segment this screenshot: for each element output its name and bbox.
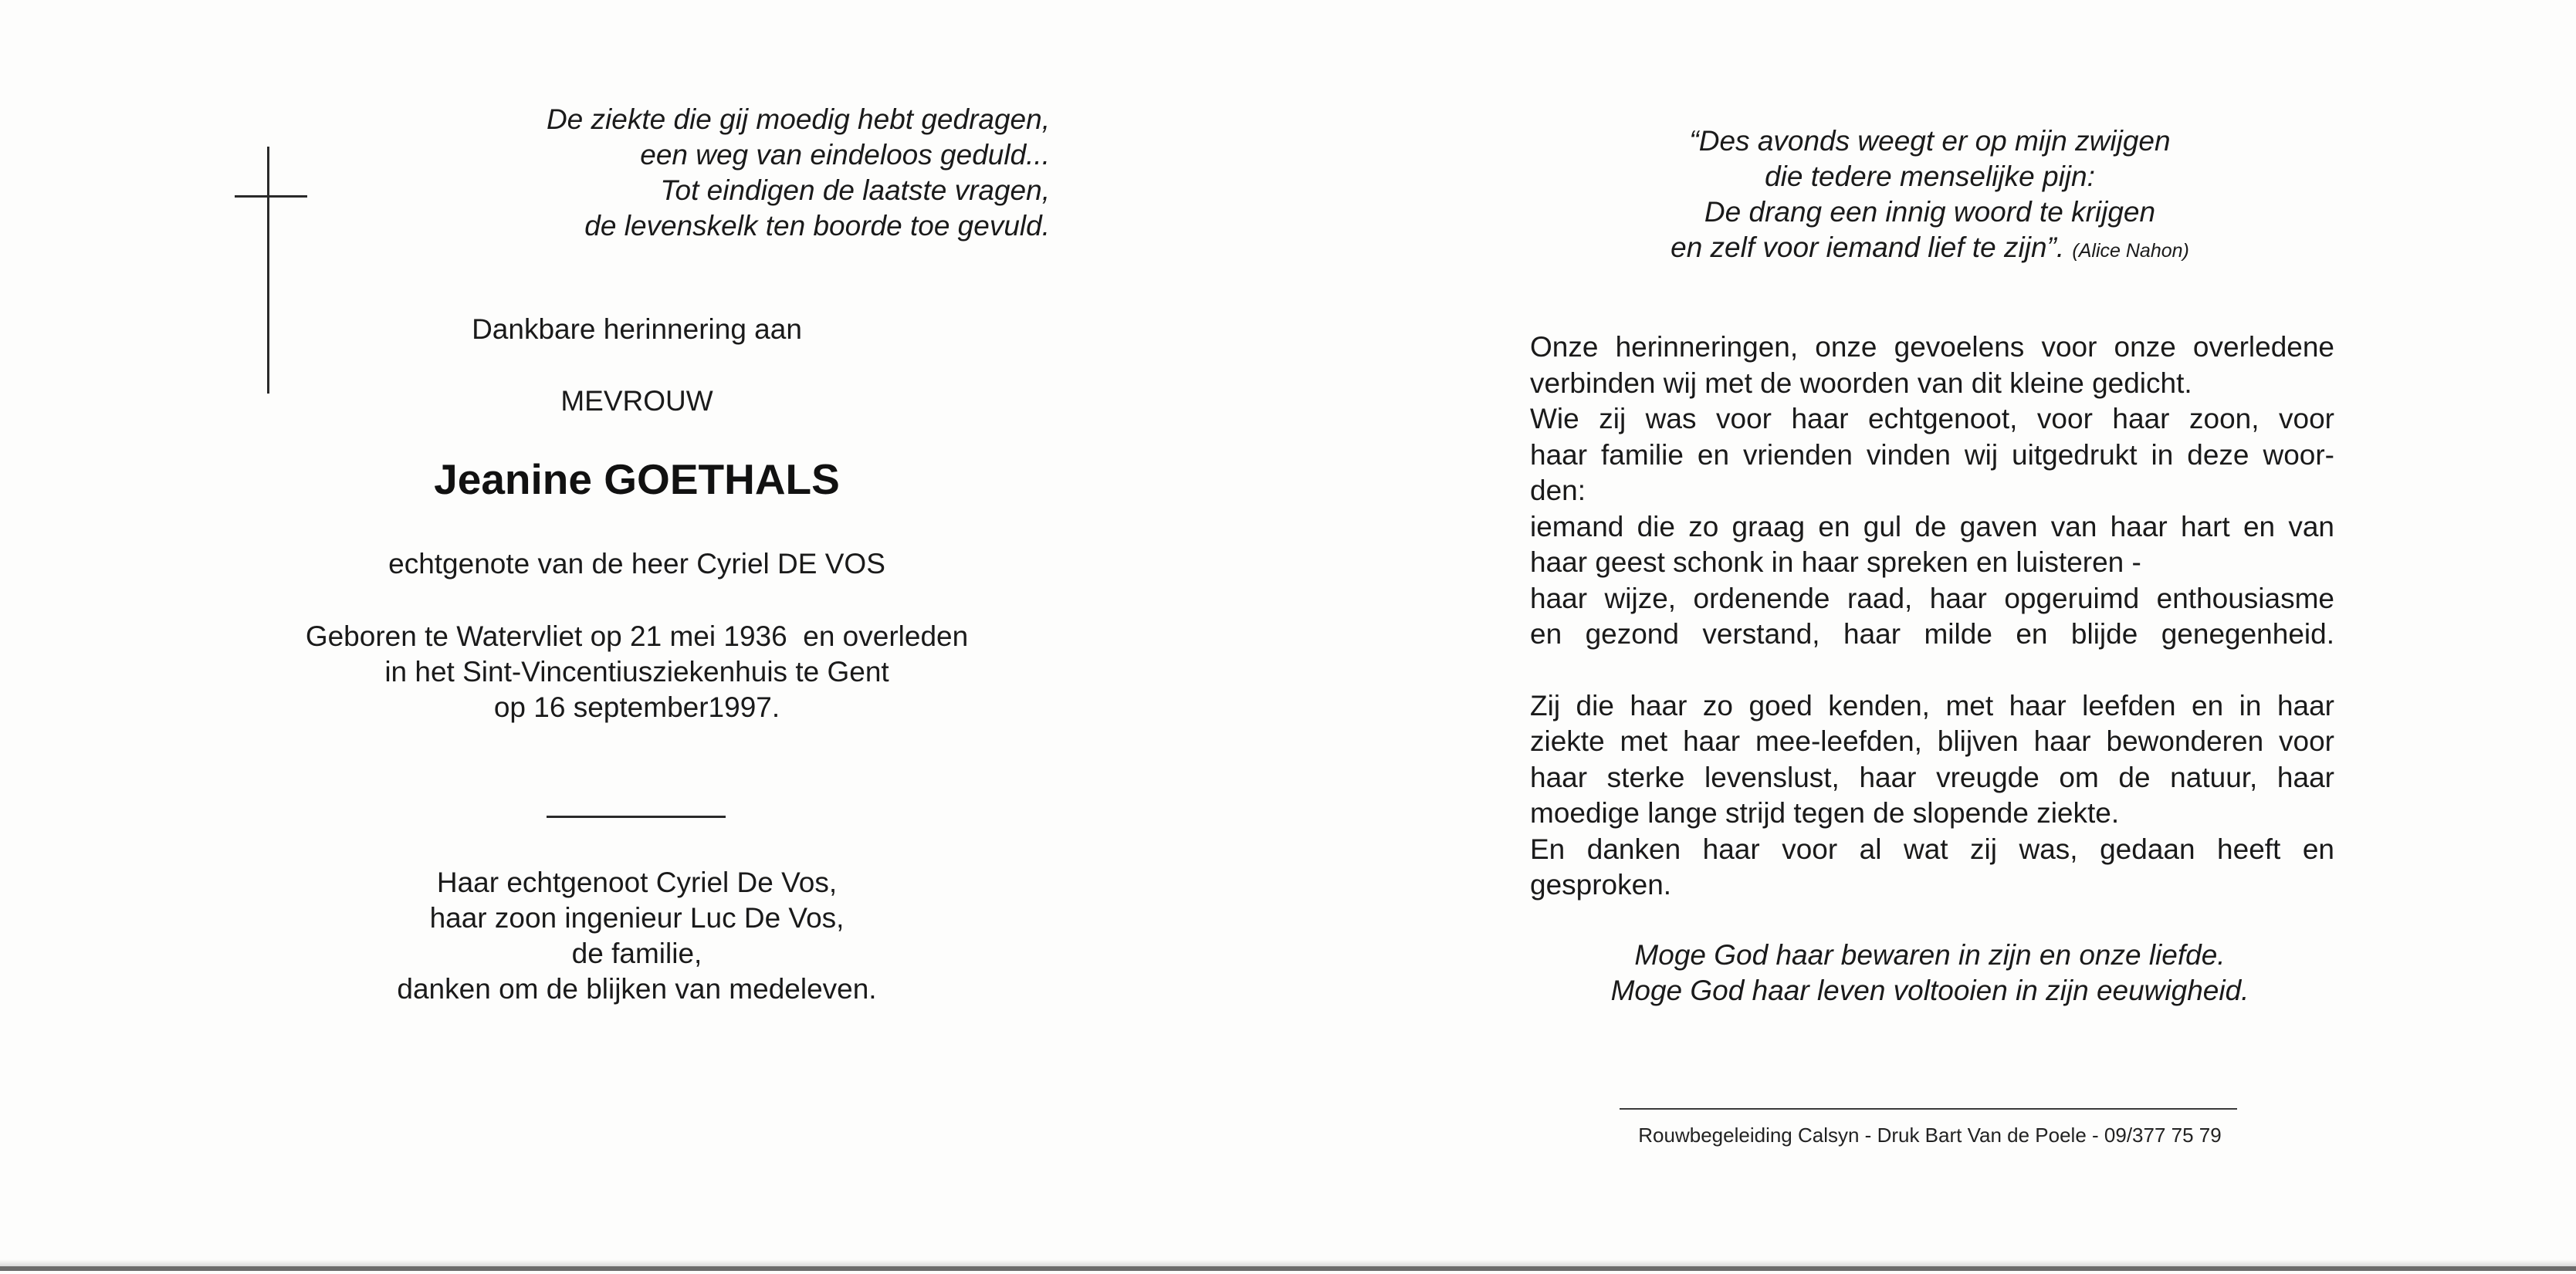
family-line: haar zoon ingenieur Luc De Vos, [429, 902, 845, 934]
tribute-line: moedige lange strijd tegen de slopende ziekte. [1530, 797, 2120, 829]
tribute-line: verbinden wij met de woorden van dit kleine gedicht. [1530, 367, 2192, 399]
tribute-line: gesproken. [1530, 869, 1672, 901]
family-line: Haar echtgenoot Cyriel De Vos, [436, 867, 838, 898]
quote-line: die tedere menselijke pijn: [1765, 161, 2095, 192]
quote-line-text: en zelf voor iemand lief te zijn”. [1671, 231, 2065, 263]
prayer-line: Moge God haar bewaren in zijn en onze liefde. [1634, 939, 2226, 971]
divider [547, 816, 726, 818]
divider [1620, 1108, 2237, 1110]
poem-line: de levenskelk ten boorde toe gevuld. [584, 210, 1050, 242]
tribute-line: haar geest schonk in haar spreken en luisteren - [1530, 546, 2141, 578]
tribute-line: den: [1530, 475, 1586, 506]
tribute-line: haar wijze, ordenende raad, haar opgeruimd enthousiasme [1530, 582, 2334, 614]
paragraph-gap [1530, 653, 2334, 688]
deceased-name: Jeanine GOETHALS [434, 455, 840, 503]
spouse-line: echtgenote van de heer Cyriel DE VOS [388, 548, 885, 580]
card-bottom-edge [0, 1266, 2576, 1271]
quoted-poem [1582, 123, 2277, 269]
tribute-line: en gezond verstand, haar milde en blijde genegenheid. [1530, 618, 2334, 650]
tribute-line: haar sterke levenslust, haar vreugde om de natuur, haar [1530, 761, 2334, 793]
cross-icon [267, 147, 269, 394]
birth-death-details [262, 619, 1011, 725]
quote-line: De drang een innig woord te krijgen [1704, 196, 2156, 228]
tribute-line: Onze herinneringen, onze gevoelens voor onze overledene [1530, 331, 2334, 363]
details-line: in het Sint-Vincentiusziekenhuis te Gent [384, 656, 889, 688]
tribute-line: iemand die zo graag en gul de gaven van haar hart en van [1530, 510, 2334, 542]
quote-line: “Des avonds weegt er op mijn zwijgen [1689, 125, 2171, 157]
quote-line [1582, 230, 2277, 269]
tribute-text [1530, 329, 2334, 904]
opening-poem [463, 102, 1050, 244]
cross-icon-bar [235, 195, 307, 198]
tribute-line: haar familie en vrienden vinden wij uitgedrukt in deze woor- [1530, 438, 2334, 471]
honorific-title: MEVROUW [560, 385, 713, 417]
prayer-line: Moge God haar leven voltooien in zijn eeuwigheid. [1610, 975, 2249, 1006]
details-line: Geboren te Watervliet op 21 mei 1936 en overleden [305, 620, 969, 652]
tribute-line: ziekte met haar mee-leefden, blijven haar bewonderen voor [1530, 725, 2334, 757]
tribute-line: Zij die haar zo goed kenden, met haar leefden en in haar [1530, 689, 2334, 721]
closing-prayer [1544, 938, 2316, 1009]
thanks-label: Dankbare herinnering aan [472, 313, 802, 345]
poem-line: een weg van eindeloos geduld... [640, 139, 1050, 171]
family-thanks [309, 865, 965, 1007]
family-line: danken om de blijken van medeleven. [397, 973, 877, 1005]
details-line: op 16 september1997. [493, 691, 780, 723]
printer-credit: Rouwbegeleiding Calsyn - Druk Bart Van de Poele - 09/377 75 79 [1638, 1124, 2222, 1147]
family-line: de familie, [571, 938, 702, 969]
card-edge-shadow [0, 1259, 2576, 1266]
tribute-line: En danken haar voor al wat zij was, gedaan heeft en [1530, 833, 2334, 865]
poem-attribution: (Alice Nahon) [2072, 240, 2189, 262]
tribute-line: Wie zij was voor haar echtgenoot, voor haar zoon, voor [1530, 403, 2334, 434]
poem-line: De ziekte die gij moedig hebt gedragen, [546, 103, 1050, 135]
poem-line: Tot eindigen de laatste vragen, [660, 174, 1050, 206]
